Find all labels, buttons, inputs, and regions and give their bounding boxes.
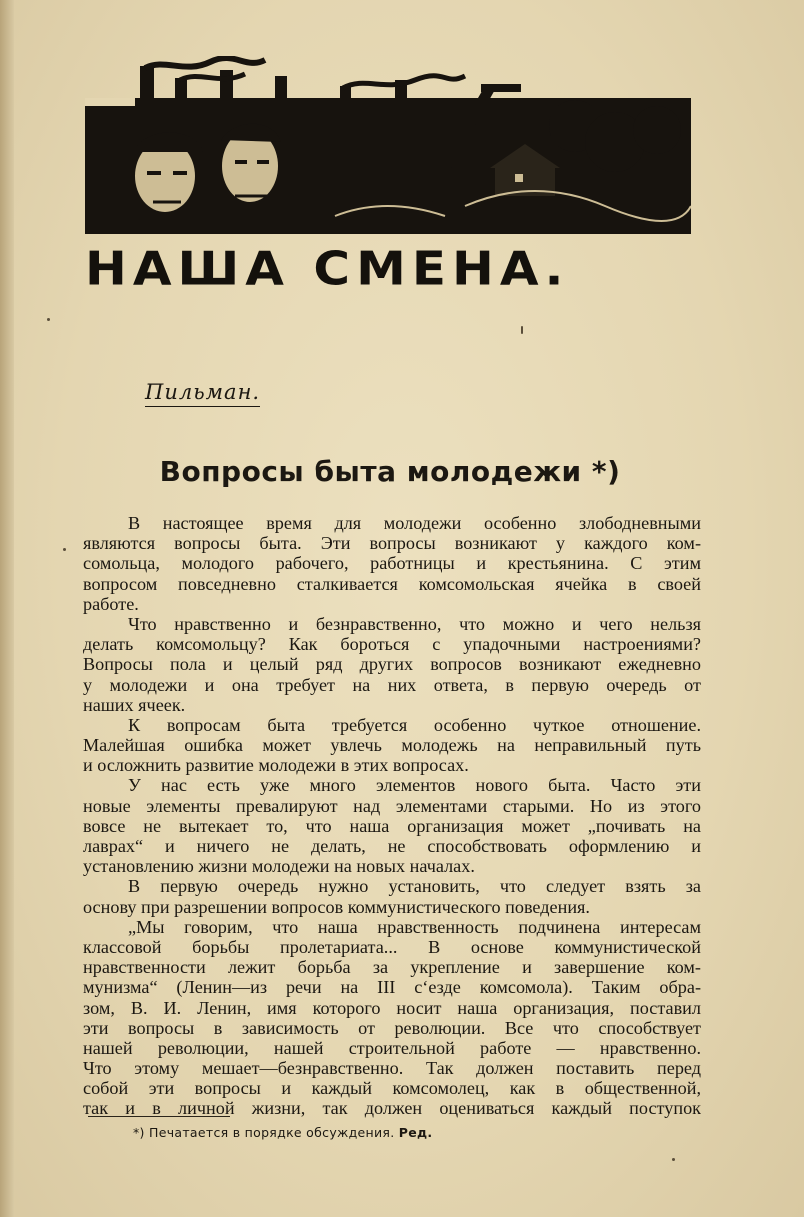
article-line: В первую очередь нужно установить, что следует взять за	[128, 876, 701, 897]
article-line: вопросом повседневно сталкивается комсомольская ячейка в своей	[83, 573, 701, 594]
magazine-section-title: НАША СМЕНА.	[85, 242, 570, 296]
paper-speck	[47, 318, 50, 321]
article-line: наших ячеек.	[83, 694, 186, 715]
article-line: нашей революции, нашей строительной работе — нравственно.	[83, 1037, 701, 1058]
article-line: мунизма“ (Ленин—из речи на III с‘езде комсомола). Таким обра-	[83, 977, 701, 998]
article-line: собой эти вопросы и каждый комсомолец, как в общественной,	[83, 1078, 701, 1099]
article-line: так и в личной жизни, так должен оцениваться каждый поступок	[83, 1098, 701, 1119]
article-line: вовсе не вытекает то, что наша организация может „почивать на	[83, 815, 701, 836]
article-line: Вопросы пола и целый ряд других вопросов возникают ежедневно	[83, 654, 701, 675]
article-line: У нас есть уже много элементов нового быта. Часто эти	[128, 775, 701, 796]
article-line: делать комсомольцу? Как бороться с упадочными настроениями?	[83, 634, 701, 655]
article-line: зом, В. И. Ленин, имя которого носит наша организация, поставил	[83, 997, 701, 1018]
article-line: сомольца, молодого рабочего, работницы и крестьянина. С этим	[83, 553, 701, 574]
article-line: лаврах“ и ничего не делать, не способствовать оформлению и	[83, 836, 701, 856]
article-line: нравственности лежит борьба за укрепление и завершение ком-	[83, 957, 701, 978]
article-body	[83, 513, 701, 1119]
footnote-editor-mark: Ред.	[398, 1125, 433, 1140]
footnote-text: *) Печатается в порядке обсуждения.	[133, 1125, 395, 1140]
footnote	[133, 1125, 432, 1140]
paper-speck	[63, 548, 66, 551]
paper-speck	[521, 326, 523, 334]
paper-speck	[672, 1158, 675, 1161]
article-line: В настоящее время для молодежи особенно злободневными	[128, 513, 701, 533]
article-line: и осложнить развитие молодежи в этих вопросах.	[83, 755, 469, 776]
article-title: Вопросы быта молодежи *)	[159, 455, 621, 488]
header-illustration	[85, 56, 691, 234]
article-line: основу при разрешении вопросов коммунистического поведения.	[83, 896, 590, 917]
article-author: Пильман.	[145, 380, 260, 407]
article-line: являются вопросы быта. Эти вопросы возникают у каждого ком-	[83, 533, 701, 554]
article-line: классовой борьбы пролетариата... В основе коммунистической	[83, 936, 701, 957]
article-line: Что нравственно и безнравственно, что можно и чего нельзя	[128, 613, 701, 634]
article-line: К вопросам быта требуется особенно чуткое отношение.	[128, 714, 701, 735]
article-line: эти вопросы в зависимость от революции. Все что способствует	[83, 1017, 701, 1038]
footnote-divider	[88, 1116, 230, 1117]
article-line: „Мы говорим, что наша нравственность подчинена интересам	[128, 916, 701, 937]
article-line: установлению жизни молодежи на новых началах.	[83, 856, 475, 877]
article-line: у молодежи и она требует на них ответа, в первую очередь от	[83, 674, 701, 695]
page-binding-edge	[0, 0, 14, 1217]
article-line: новые элементы превалируют над элементами старыми. Но из этого	[83, 795, 701, 816]
article-line: работе.	[83, 593, 139, 614]
article-line: Что этому мешает—безнравственно. Так должен поставить перед	[83, 1058, 701, 1079]
article-line: Малейшая ошибка может увлечь молодежь на неправильный путь	[83, 735, 701, 756]
